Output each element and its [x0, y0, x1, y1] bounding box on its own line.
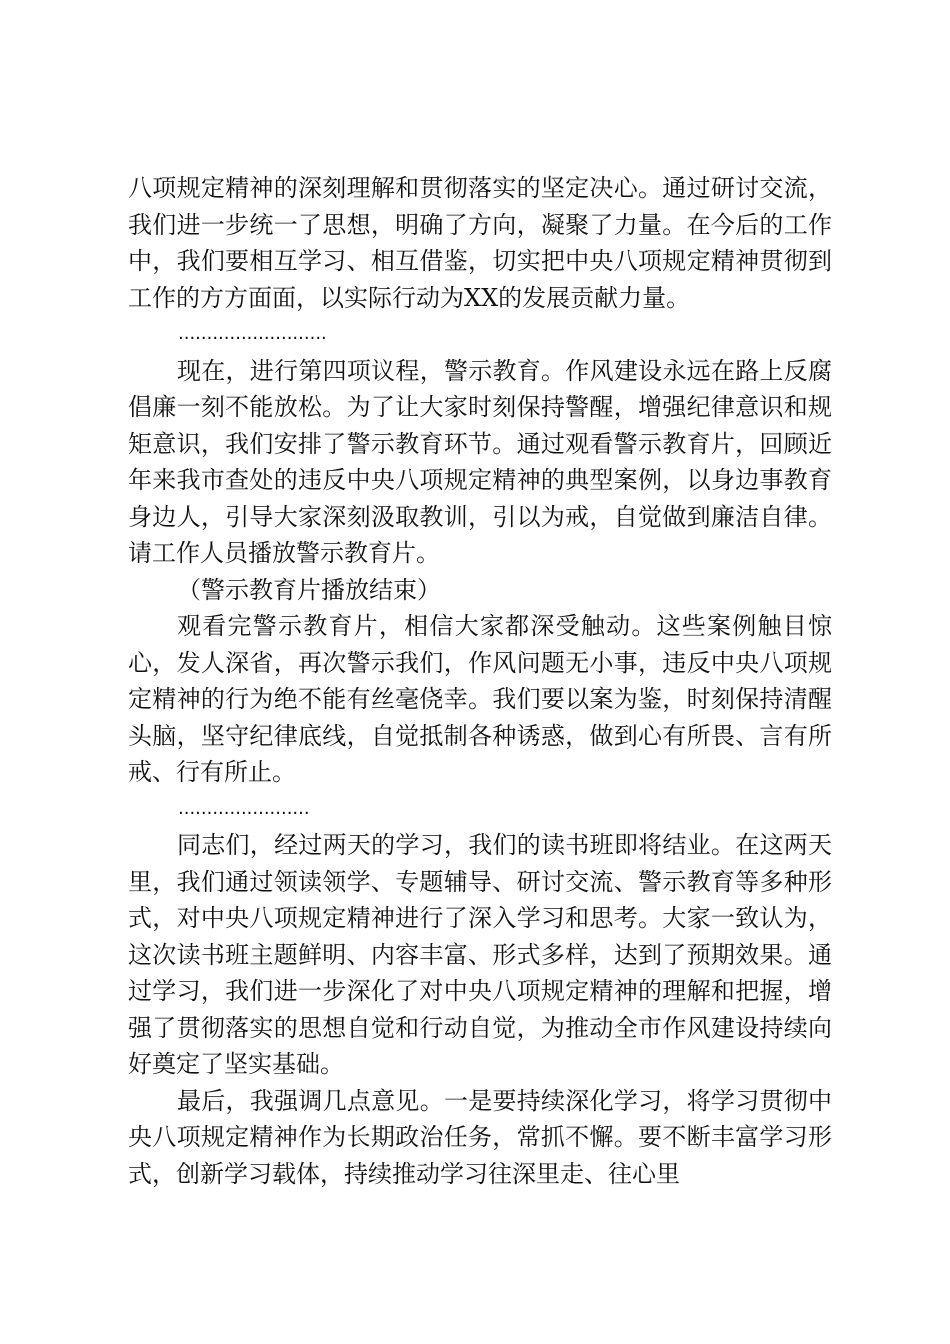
paragraph: 观看完警示教育片，相信大家都深受触动。这些案例触目惊心，发人深省，再次警示我们，作风问题无小事，违反中央八项规定精神的行为绝不能有丝毫侥幸。我们要以案为鉴，时刻保持清醒头脑，坚守纪律底线，自觉抵制各种诱惑，做到心有所畏、言有所戒、行有所止。 — [128, 612, 832, 786]
paragraph: 八项规定精神的深刻理解和贯彻落实的坚定决心。通过研讨交流，我们进一步统一了思想，明确了方向，凝聚了力量。在今后的工作中，我们要相互学习、相互借鉴，切实把中央八项规定精神贯彻到工作的方方面面，以实际行动为XX的发展贡献力量。 — [128, 174, 832, 312]
paragraph: （警示教育片播放结束） — [177, 575, 441, 604]
ellipsis-separator: ....................... — [178, 797, 310, 819]
paragraph: 同志们，经过两天的学习，我们的读书班即将结业。在这两天里，我们通过领读领学、专题辅导、研讨交流、警示教育等多种形式，对中央八项规定精神进行了深入学习和思考。大家一致认为，这次读书班主题鲜明、内容丰富、形式多样，达到了预期效果。通过学习，我们进一步深化了对中央八项规定精神的理解和把握，增强了贯彻落实的思想自觉和行动自觉，为推动全市作风建设持续向好奠定了坚实基础。 — [128, 831, 832, 1078]
ellipsis-separator: .......................... — [178, 323, 327, 344]
paragraph: 最后，我强调几点意见。一是要持续深化学习，将学习贯彻中央八项规定精神作为长期政治任务，常抓不懈。要不断丰富学习形式，创新学习载体，持续推动学习往深里走、往心里 — [128, 1086, 832, 1188]
document-body — [128, 170, 832, 1192]
paragraph: 现在，进行第四项议程，警示教育。作风建设永远在路上反腐倡廉一刻不能放松。为了让大家时刻保持警醒，增强纪律意识和规矩意识，我们安排了警示教育环节。通过观看警示教育片，回顾近年来我市查处的违反中央八项规定精神的典型案例，以身边事教育身边人，引导大家深刻汲取教训，引以为戒，自觉做到廉洁自律。请工作人员播放警示教育片。 — [128, 356, 832, 567]
